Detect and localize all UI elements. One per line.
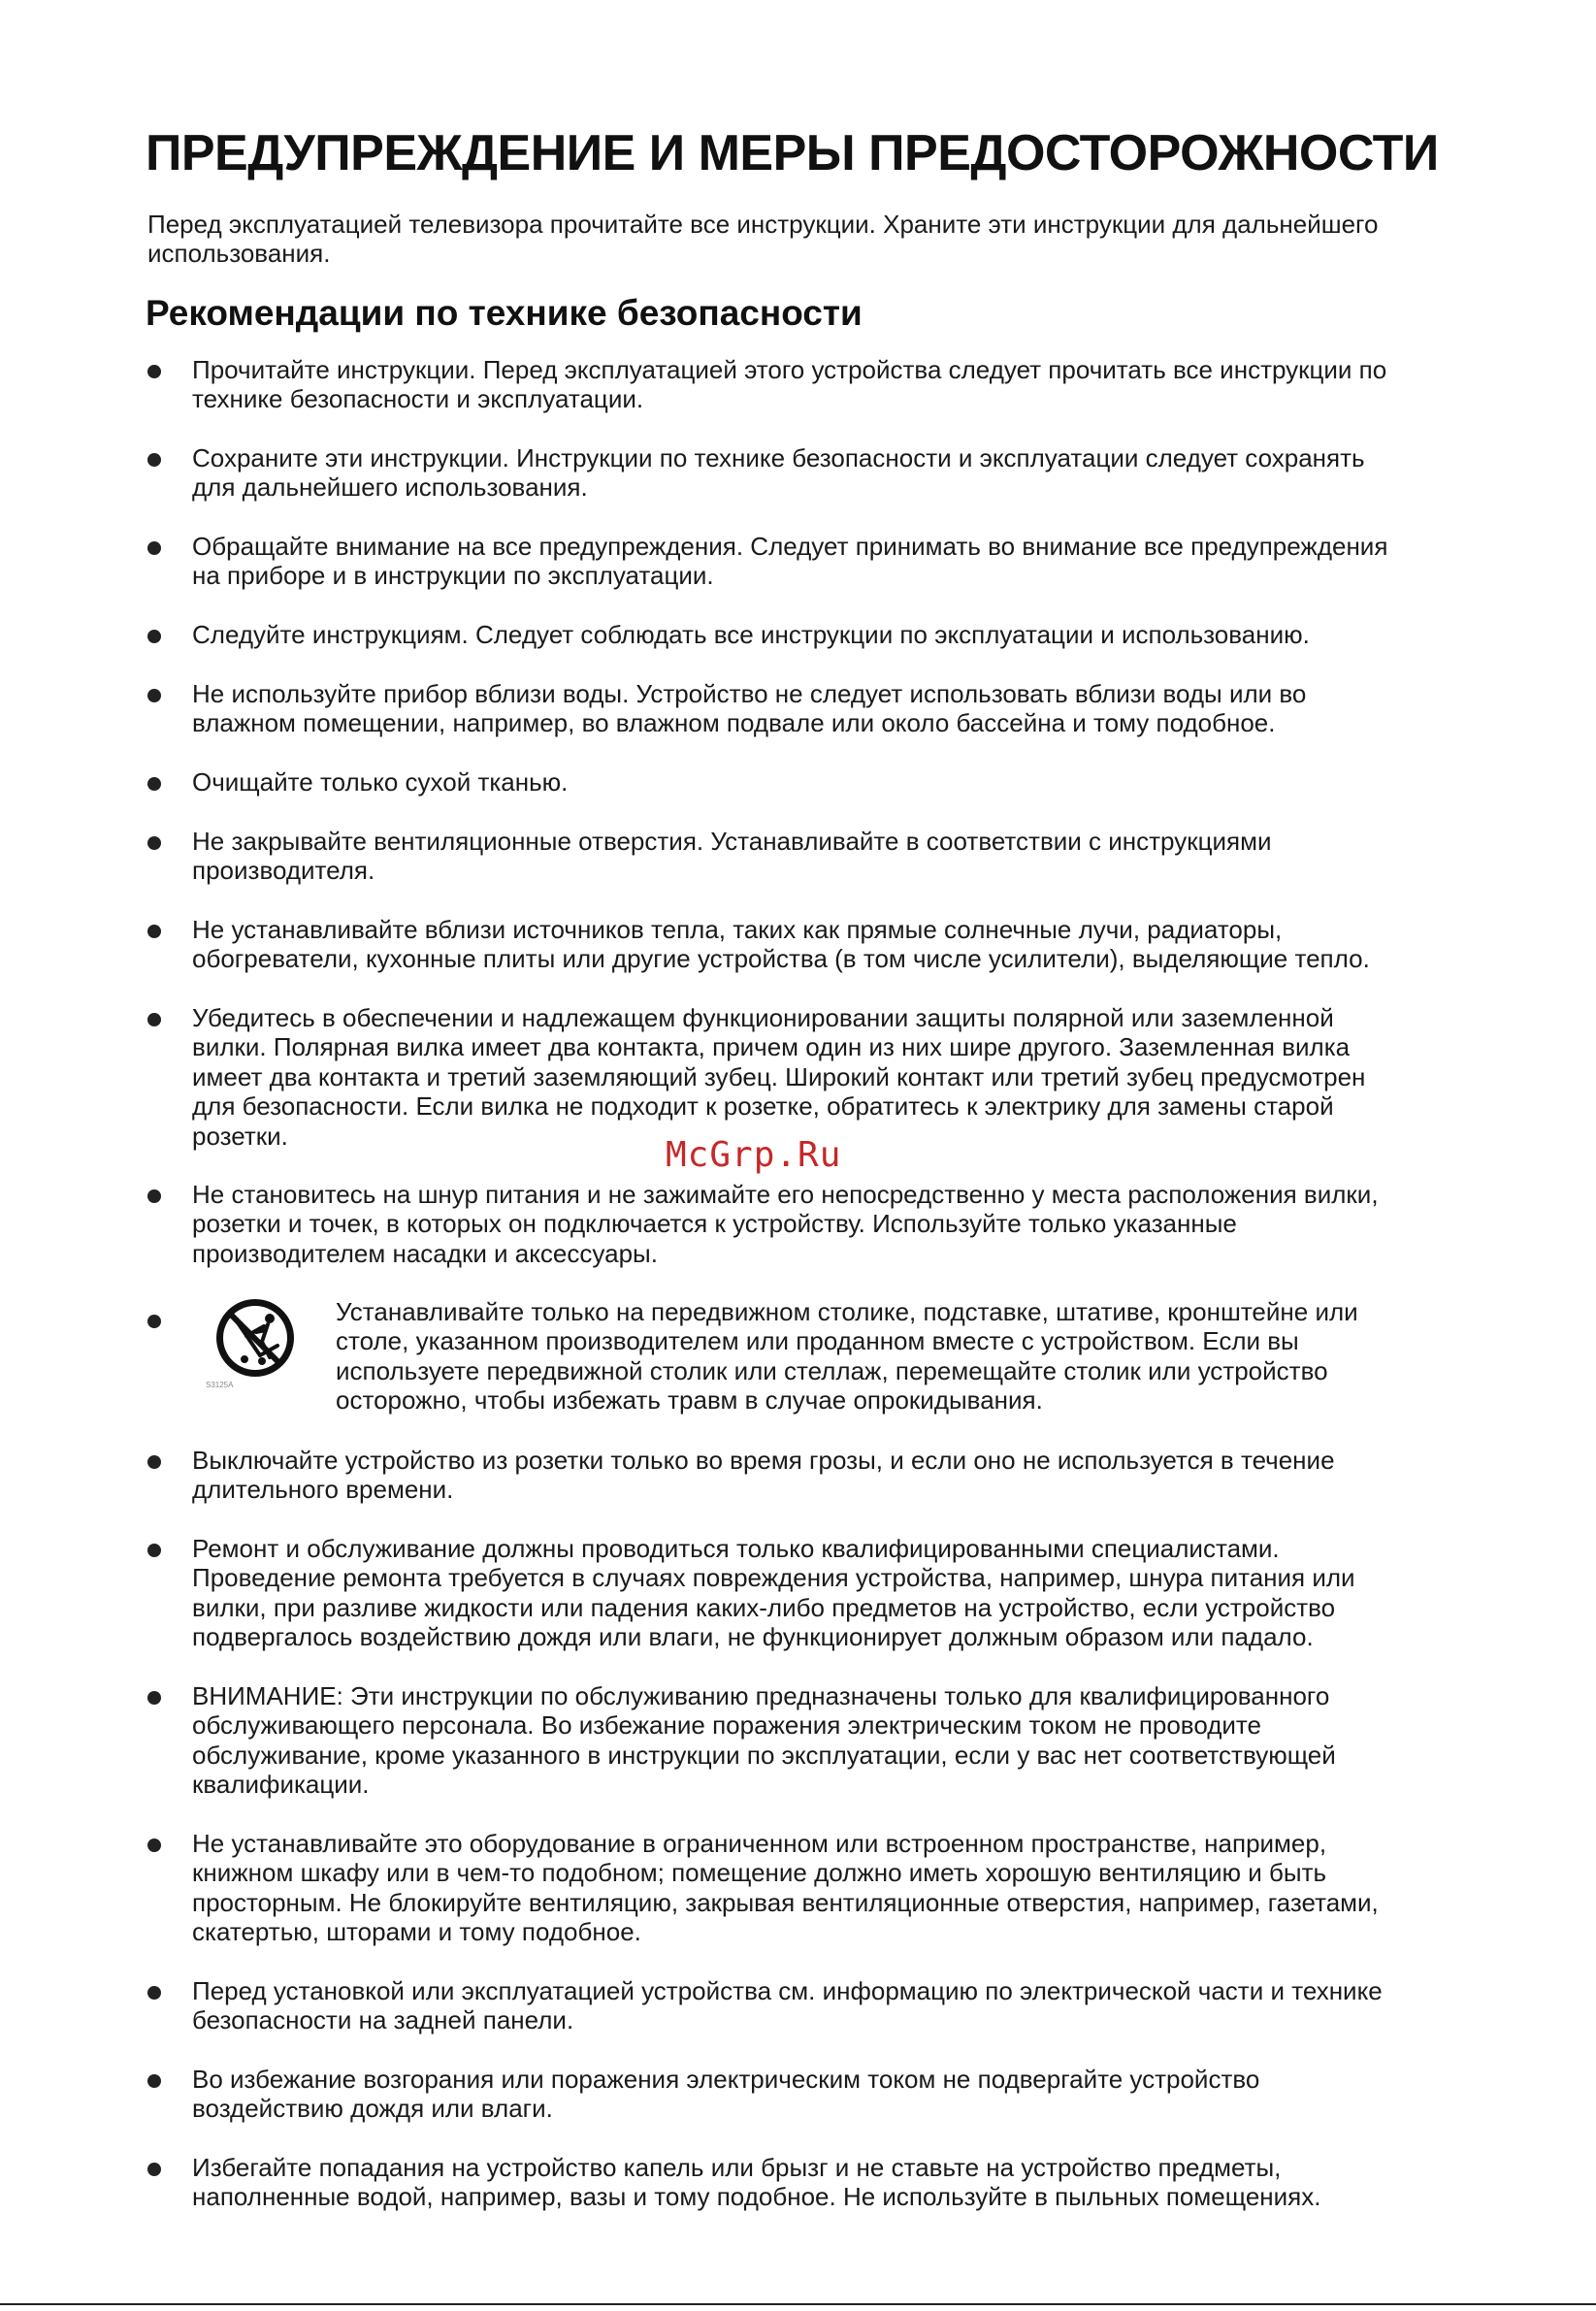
bullet-icon — [147, 453, 161, 467]
intro-line: Перед эксплуатацией телевизора прочитайте все инструкции. Храните эти инструкции для дальнейшего — [147, 210, 1379, 239]
list-item-text: Не закрывайте вентиляционные отверстия. Устанавливайте в соответствии с инструкциями производителя. — [192, 827, 1272, 886]
list-item-text: Обращайте внимание на все предупреждения. Следует принимать во внимание все предупреждения на приборе и в инструкции по эксплуатации. — [192, 532, 1388, 591]
watermark: McGrp.Ru — [666, 1135, 842, 1175]
bullet-icon — [147, 630, 161, 643]
intro-line: использования. — [147, 239, 331, 268]
list-item-text: Очищайте только сухой тканью. — [192, 767, 569, 797]
page-title: ПРЕДУПРЕЖДЕНИЕ И МЕРЫ ПРЕДОСТОРОЖНОСТИ — [146, 125, 1439, 181]
list-item-text: Выключайте устройство из розетки только во время грозы, и если оно не используется в течение длительного времени. — [192, 1446, 1335, 1505]
list-item-text: Убедитесь в обеспечении и надлежащем функционировании защиты полярной или заземленной вилки. Полярная вилка имеет два контакта, причем один из них шире другого. Заземленная вилка имеет два контакта и третий заземляющий зубец. Широкий контакт или третий зубец предусмотрен для безопасности. Если вилка не подходит к розетке, обратитесь к электрику для замены старой розетки. — [192, 1003, 1366, 1151]
bullet-icon — [147, 777, 161, 791]
list-item-text: Не устанавливайте вблизи источников тепла, таких как прямые солнечные лучи, радиаторы, обогреватели, кухонные плиты или другие устройства (в том числе усилители), выделяющие тепло. — [192, 915, 1370, 974]
list-item-text: Следуйте инструкциям. Следует соблюдать все инструкции по эксплуатации и использованию. — [192, 620, 1310, 649]
bullet-icon — [147, 365, 161, 378]
bullet-icon — [147, 689, 161, 702]
list-item-text: Не устанавливайте это оборудование в ограниченном или встроенном пространстве, например, книжном шкафу или в чем-то подобном; помещение должно иметь хорошую вентиляцию и быть просторным. Не блокируйте вентиляцию, закрывая вентиляционные отверстия, например, газетами, скатертью, шторами и тому подобное. — [192, 1829, 1379, 1947]
list-item-text: Не используйте прибор вблизи воды. Устройство не следует использовать вблизи воды или во влажном помещении, например, во влажном подвале или около бассейна и тому подобное. — [192, 679, 1307, 738]
list-item-text: Не становитесь на шнур питания и не зажимайте его непосредственно у места расположения вилки, розетки и точек, в которых он подключается к устройству. Используйте только указанные производителем насадки и аксессуары. — [192, 1180, 1379, 1268]
list-item-text: Сохраните эти инструкции. Инструкции по технике безопасности и эксплуатации следует сохранять для дальнейшего использования. — [192, 443, 1365, 503]
section-heading: Рекомендации по технике безопасности — [146, 293, 863, 333]
bullet-icon — [147, 1986, 161, 2000]
list-item-text: Избегайте попадания на устройство капель или брызг и не ставьте на устройство предметы, наполненные водой, например, вазы и тому подобное. Не используйте в пыльных помещениях. — [192, 2153, 1321, 2212]
bullet-icon — [147, 1189, 161, 1203]
bullet-icon — [147, 1691, 161, 1705]
cart-tip-over-warning-icon — [202, 1297, 309, 1394]
bullet-icon — [147, 836, 161, 850]
bullet-icon — [147, 1315, 161, 1328]
list-item-text: Ремонт и обслуживание должны проводиться только квалифицированными специалистами. Проведение ремонта требуется в случаях повреждения устройства, например, шнура питания или вилки, при разливе жидкости или падения каких-либо предметов на устройство, если устройство подвергалось воздействию дождя или влаги, не функционирует должным образом или падало. — [192, 1534, 1355, 1652]
list-item-text: Устанавливайте только на передвижном столике, подставке, штативе, кронштейне или столе, указанном производителем или проданном вместе с устройством. Если вы используете передвижной столик или стеллаж, перемещайте столик или устройство осторожно, чтобы избежать травм в случае опрокидывания. — [336, 1297, 1358, 1416]
list-item-text: Прочитайте инструкции. Перед эксплуатацией этого устройства следует прочитать все инструкции по технике безопасности и эксплуатации. — [192, 355, 1387, 414]
bullet-icon — [147, 1455, 161, 1469]
bullet-icon — [147, 925, 161, 938]
list-item-text: Перед установкой или эксплуатацией устройства см. информацию по электрической части и технике безопасности на задней панели. — [192, 1976, 1383, 2035]
intro-paragraph — [147, 210, 1477, 268]
bullet-icon — [147, 541, 161, 555]
list-item-text: ВНИМАНИЕ: Эти инструкции по обслуживанию предназначены только для квалифицированного обслуживающего персонала. Во избежание поражения электрическим током не проводите обслуживание, кроме указанного в инструкции по эксплуатации, если у вас нет соответствующей квалификации. — [192, 1681, 1336, 1800]
bullet-icon — [147, 2074, 161, 2088]
bullet-icon — [147, 2163, 161, 2176]
page-bottom-rule — [0, 2303, 1596, 2305]
list-item-text: Во избежание возгорания или поражения электрическим током не подвергайте устройство воздействию дождя или влаги. — [192, 2065, 1260, 2124]
bullet-icon — [147, 1013, 161, 1026]
icon-caption: S3125A — [206, 1381, 234, 1389]
bullet-icon — [147, 1839, 161, 1852]
bullet-icon — [147, 1544, 161, 1557]
